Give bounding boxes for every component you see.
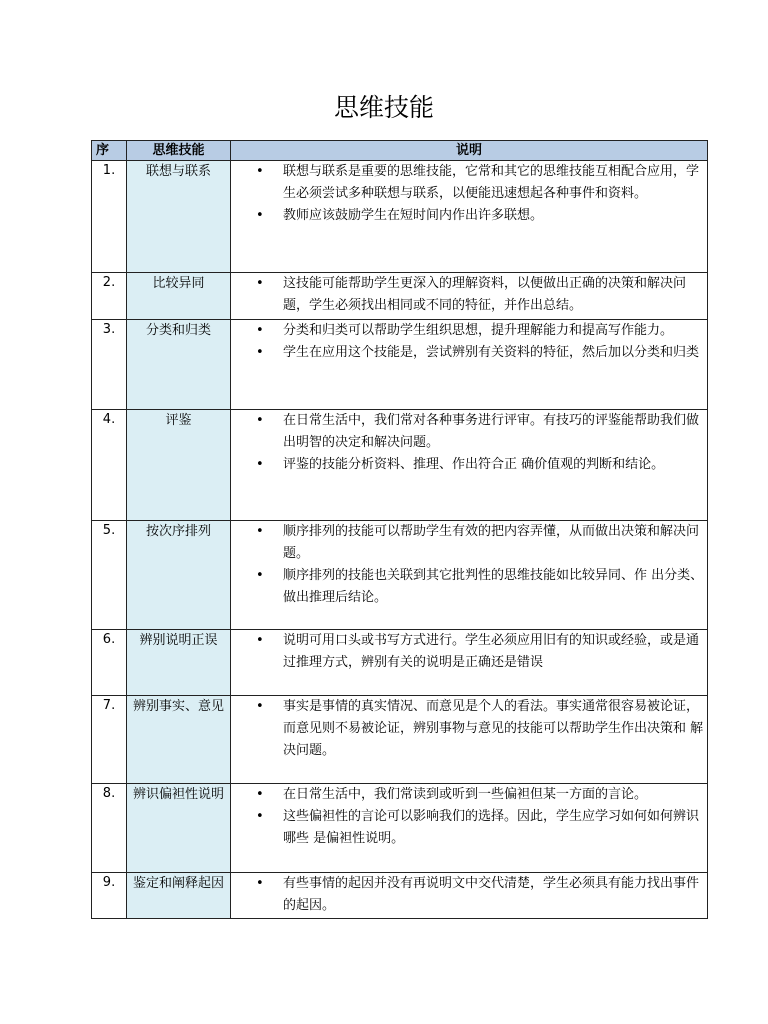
description-item: • 顺序排列的技能也关联到其它批判性的思维技能如比较异同、作 出分类、做出推理后结论。 xyxy=(231,565,707,609)
description-item: • 在日常生活中，我们常读到或听到一些偏袒但某一方面的言论。 xyxy=(231,784,707,806)
row-number: 8. xyxy=(92,784,127,873)
row-number: 9. xyxy=(92,873,127,919)
skill-name: 联想与联系 xyxy=(127,161,231,273)
skill-name: 鉴定和阐释起因 xyxy=(127,873,231,919)
table-row xyxy=(92,273,708,320)
description-item: • 这技能可能帮助学生更深入的理解资料，以便做出正确的决策和解决问题，学生必须找出相同或不同的特征，并作出总结。 xyxy=(231,273,707,317)
description-item: • 事实是事情的真实情况、而意见是个人的看法。事实通常很容易被论证，而意见则不易被论证，辨别事物与意见的技能可以帮助学生作出决策和 解决问题。 xyxy=(231,696,707,762)
table-row xyxy=(92,410,708,521)
description-item: • 联想与联系是重要的思维技能，它常和其它的思维技能互相配合应用，学生必须尝试多种联想与联系，以便能迅速想起各种事件和资料。 xyxy=(231,161,707,205)
table-row xyxy=(92,521,708,630)
skill-description xyxy=(231,784,708,873)
row-number: 3. xyxy=(92,320,127,410)
row-number: 4. xyxy=(92,410,127,521)
row-number: 7. xyxy=(92,696,127,784)
row-number: 2. xyxy=(92,273,127,320)
skill-description xyxy=(231,521,708,630)
row-number: 5. xyxy=(92,521,127,630)
description-item: • 有些事情的起因并没有再说明文中交代清楚，学生必须具有能力找出事件的起因。 xyxy=(231,873,707,917)
skill-name: 辨别说明正误 xyxy=(127,630,231,696)
skill-description xyxy=(231,320,708,410)
table-row xyxy=(92,696,708,784)
document-title: 思维技能 xyxy=(333,93,434,122)
description-item: • 顺序排列的技能可以帮助学生有效的把内容弄懂，从而做出决策和解决问题。 xyxy=(231,521,707,565)
header-description: 说明 xyxy=(231,141,708,161)
skill-name: 评鉴 xyxy=(127,410,231,521)
table-row xyxy=(92,873,708,919)
skill-description xyxy=(231,873,708,919)
skill-description xyxy=(231,410,708,521)
skill-name: 按次序排列 xyxy=(127,521,231,630)
table-row xyxy=(92,630,708,696)
description-item: • 在日常生活中，我们常对各种事务进行评审。有技巧的评鉴能帮助我们做出明智的决定和解决问题。 xyxy=(231,410,707,454)
skill-name: 比较异同 xyxy=(127,273,231,320)
skill-description xyxy=(231,161,708,273)
skill-name: 辨别事实、意见 xyxy=(127,696,231,784)
description-item: • 分类和归类可以帮助学生组织思想，提升理解能力和提高写作能力。 xyxy=(231,320,707,342)
table-row xyxy=(92,784,708,873)
description-item: • 教师应该鼓励学生在短时间内作出许多联想。 xyxy=(231,205,707,227)
skill-name: 分类和归类 xyxy=(127,320,231,410)
header-number: 序 xyxy=(92,141,127,161)
table-row xyxy=(92,320,708,410)
skill-description xyxy=(231,630,708,696)
skill-description xyxy=(231,273,708,320)
description-item: • 学生在应用这个技能是，尝试辨别有关资料的特征，然后加以分类和归类 xyxy=(231,342,707,364)
header-skill: 思维技能 xyxy=(127,141,231,161)
skill-description xyxy=(231,696,708,784)
row-number: 1. xyxy=(92,161,127,273)
description-item: • 说明可用口头或书写方式进行。学生必须应用旧有的知识或经验，或是通过推理方式，辨别有关的说明是正确还是错误 xyxy=(231,630,707,674)
table-header-row xyxy=(92,141,708,161)
thinking-skills-table xyxy=(91,140,708,919)
skill-name: 辨识偏袒性说明 xyxy=(127,784,231,873)
description-item: • 评鉴的技能分析资料、推理、作出符合正 确价值观的判断和结论。 xyxy=(231,454,707,476)
description-item: • 这些偏袒性的言论可以影响我们的选择。因此，学生应学习如何如何辨识哪些 是偏袒性说明。 xyxy=(231,806,707,850)
table-row xyxy=(92,161,708,273)
row-number: 6. xyxy=(92,630,127,696)
